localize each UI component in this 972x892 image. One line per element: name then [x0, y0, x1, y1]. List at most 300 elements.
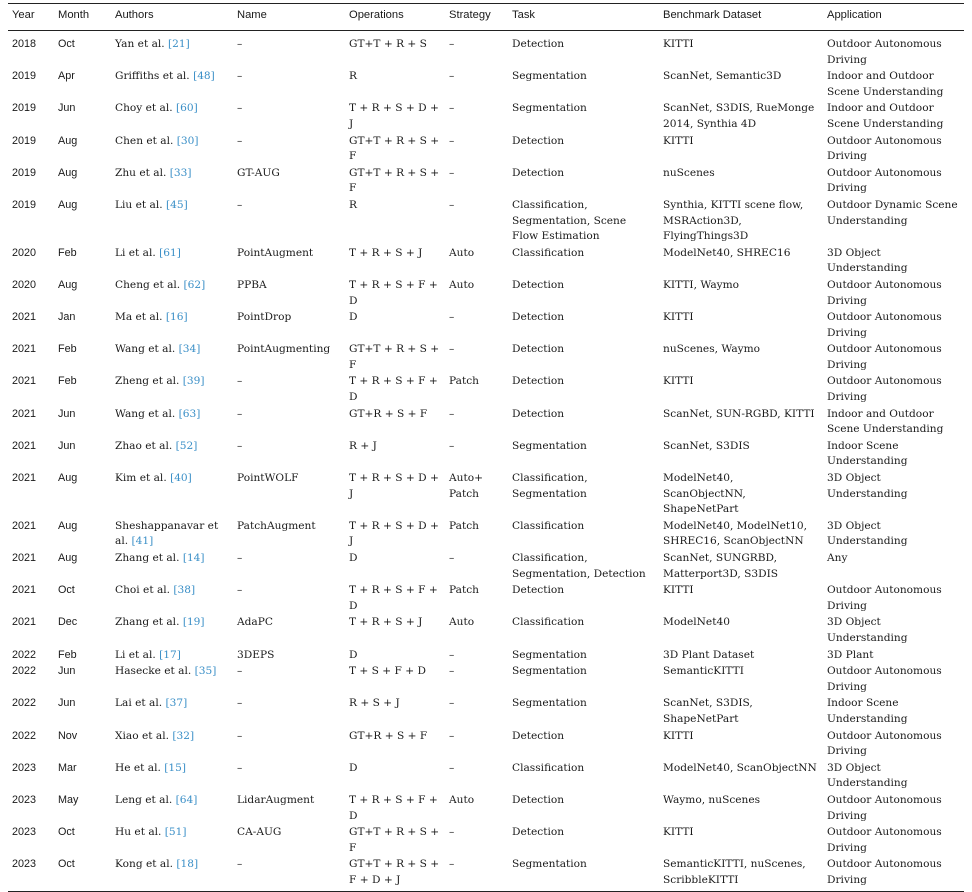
cell-strategy: Patch [449, 375, 479, 388]
header-strategy: Strategy [445, 4, 508, 31]
cell-strategy: – [449, 70, 455, 83]
author-text: Li et al. [115, 246, 156, 259]
cell-authors [111, 518, 233, 550]
citation-link[interactable]: [16] [165, 311, 188, 324]
cell-month: Jun [58, 665, 76, 678]
cell-name: – [237, 761, 243, 774]
table-row [8, 792, 964, 824]
table-row [8, 277, 964, 309]
cell-application: Indoor Scene Understanding [827, 439, 908, 468]
cell-benchmark: KITTI [663, 38, 694, 50]
table-row [8, 728, 964, 760]
cell-application: Outdoor Dynamic Scene Understanding [827, 198, 958, 227]
author-text: Choy et al. [115, 102, 173, 115]
cell-strategy: – [449, 697, 455, 710]
cell-year: 2020 [12, 246, 37, 259]
cell-benchmark: ScanNet, S3DIS, ShapeNetPart [663, 697, 753, 725]
cell-operations: GT+R + S + F [349, 407, 428, 420]
cell-month: Nov [58, 729, 78, 742]
author-text: Zhao et al. [115, 439, 173, 452]
cell-name: CA-AUG [237, 826, 282, 839]
cell-year: 2022 [12, 729, 37, 742]
cell-task: Classification [512, 519, 585, 532]
cell-task: Detection [512, 793, 565, 806]
cell-task: Classification, Segmentation, Scene Flow Estimation [512, 198, 627, 243]
cell-benchmark: KITTI [663, 311, 694, 324]
cell-month: May [58, 793, 79, 806]
cell-strategy: – [449, 343, 455, 356]
cell-name: – [237, 439, 243, 452]
cell-strategy: – [449, 134, 455, 147]
citation-link[interactable]: [30] [176, 134, 199, 147]
table-container [8, 3, 964, 892]
cell-operations: T + S + F + D [349, 665, 427, 678]
cell-authors [111, 341, 233, 373]
cell-task: Detection [512, 407, 565, 420]
table-row [8, 470, 964, 518]
cell-application: Outdoor Autonomous Driving [827, 584, 942, 612]
citation-link[interactable]: [38] [173, 584, 196, 597]
cell-authors [111, 647, 233, 664]
header-application: Application [823, 4, 964, 31]
cell-application: Indoor and Outdoor Scene Understanding [827, 407, 944, 436]
cell-authors [111, 760, 233, 792]
author-text: Ma et al. [115, 311, 163, 324]
citation-link[interactable]: [15] [164, 761, 186, 774]
table-row [8, 614, 964, 646]
cell-benchmark: nuScenes, Waymo [663, 343, 761, 356]
author-text: Zhang et al. [115, 552, 180, 564]
table-row [8, 197, 964, 245]
cell-application: 3D Object Understanding [827, 616, 908, 644]
author-text: Hu et al. [115, 826, 162, 839]
cell-authors [111, 792, 233, 824]
cell-strategy: – [449, 729, 455, 742]
cell-year: 2021 [12, 616, 37, 629]
cell-application: 3D Object Understanding [827, 472, 908, 500]
cell-benchmark: 3D Plant Dataset [663, 648, 755, 661]
author-text: Liu et al. [115, 198, 163, 211]
table-row [8, 760, 964, 792]
header-name: Name [233, 4, 345, 31]
cell-task: Segmentation [512, 648, 587, 661]
cell-authors [111, 614, 233, 646]
augmentation-methods-table [8, 3, 964, 892]
table-row [8, 245, 964, 277]
cell-month: Oct [58, 38, 75, 50]
cell-name: – [237, 584, 243, 597]
table-row [8, 663, 964, 695]
cell-application: Indoor Scene Understanding [827, 697, 908, 725]
cell-operations: D [349, 311, 358, 324]
cell-strategy: – [449, 198, 455, 211]
cell-month: Oct [58, 826, 75, 839]
cell-strategy: – [449, 552, 455, 564]
cell-name: – [237, 134, 243, 147]
cell-month: Aug [58, 198, 78, 211]
cell-task: Segmentation [512, 439, 587, 452]
author-text: Sheshappanavar et al. [115, 519, 219, 548]
cell-name: PatchAugment [237, 519, 316, 532]
cell-benchmark: ScanNet, SUNGRBD, Matterport3D, S3DIS [663, 552, 779, 580]
cell-month: Aug [58, 552, 78, 564]
cell-task: Segmentation [512, 697, 587, 710]
cell-application: Outdoor Autonomous Driving [827, 134, 942, 163]
cell-application: 3D Plant [827, 648, 874, 661]
cell-year: 2021 [12, 472, 37, 485]
cell-operations: R + J [349, 439, 377, 452]
cell-task: Segmentation [512, 70, 587, 83]
cell-task: Detection [512, 375, 565, 388]
cell-benchmark: ModelNet40 [663, 616, 730, 629]
author-text: Choi et al. [115, 584, 171, 597]
cell-task: Segmentation [512, 102, 587, 115]
cell-strategy: Auto+ Patch [449, 472, 483, 500]
cell-task: Detection [512, 278, 565, 291]
cell-benchmark: ScanNet, S3DIS, RueMonge 2014, Synthia 4D [663, 102, 815, 130]
cell-operations: T + R + S + D + J [349, 472, 439, 500]
cell-month: Aug [58, 166, 78, 179]
cell-name: PointDrop [237, 311, 292, 324]
citation-link[interactable]: [51] [164, 826, 187, 839]
citation-link[interactable]: [33] [169, 166, 192, 179]
header-operations: Operations [345, 4, 445, 31]
cell-year: 2023 [12, 761, 37, 774]
cell-task: Detection [512, 584, 565, 597]
cell-month: Aug [58, 134, 78, 147]
table-row [8, 68, 964, 100]
header-month: Month [54, 4, 111, 31]
cell-month: Aug [58, 472, 78, 485]
cell-benchmark: SemanticKITTI, nuScenes, ScribbleKITTI [659, 856, 823, 892]
cell-benchmark: KITTI [663, 826, 694, 839]
citation-link[interactable]: [62] [183, 278, 206, 291]
cell-strategy: – [449, 166, 455, 179]
author-text: Cheng et al. [115, 278, 181, 291]
cell-benchmark: ModelNet40, SHREC16 [663, 246, 791, 259]
citation-link[interactable]: [17] [159, 648, 181, 661]
cell-year: 2019 [12, 102, 37, 115]
citation-link[interactable]: [61] [159, 246, 181, 259]
citation-link[interactable]: [18] [176, 858, 199, 871]
cell-year: 2019 [12, 134, 37, 147]
cell-benchmark: KITTI [663, 729, 694, 742]
citation-link[interactable]: [21] [168, 38, 190, 50]
table-row [8, 100, 964, 132]
cell-authors [111, 550, 233, 582]
table-row [8, 550, 964, 582]
cell-operations: T + R + S + F + D [349, 793, 438, 822]
author-text: Leng et al. [115, 793, 173, 806]
cell-task: Classification [512, 246, 585, 259]
header-year: Year [8, 4, 54, 31]
cell-month: Oct [54, 856, 111, 892]
cell-name: – [233, 856, 345, 892]
cell-task: Classification [512, 616, 585, 629]
citation-link[interactable]: [37] [165, 697, 188, 710]
citation-link[interactable]: [63] [178, 407, 201, 420]
cell-authors [111, 406, 233, 438]
header-benchmark: Benchmark Dataset [659, 4, 823, 31]
cell-task: Classification, Segmentation [512, 472, 588, 500]
cell-task: Segmentation [512, 665, 587, 678]
table-row [8, 373, 964, 405]
cell-operations: GT+T + R + S + F [349, 166, 440, 195]
table-row [8, 165, 964, 197]
citation-link[interactable]: [32] [172, 729, 195, 742]
cell-operations: T + R + S + F + D [349, 584, 438, 612]
cell-operations: T + R + S + J [349, 616, 423, 629]
cell-name: – [237, 665, 243, 678]
cell-year: 2023 [12, 826, 37, 839]
author-text: Kim et al. [115, 472, 167, 485]
cell-year: 2022 [12, 648, 37, 661]
cell-operations: T + R + S + J [349, 246, 423, 259]
citation-link[interactable]: [35] [194, 665, 217, 678]
author-text: He et al. [115, 761, 161, 774]
cell-task: Detection [512, 134, 565, 147]
cell-application: Any [827, 552, 848, 564]
cell-benchmark: KITTI [663, 134, 694, 147]
citation-link[interactable]: [60] [176, 102, 198, 115]
cell-authors [111, 197, 233, 245]
cell-application: Outdoor Autonomous Driving [823, 856, 964, 892]
author-text: Zhang et al. [115, 616, 180, 629]
cell-task: Detection [512, 826, 565, 839]
cell-authors [111, 438, 233, 470]
cell-benchmark: SemanticKITTI [663, 665, 744, 678]
cell-year: 2023 [8, 856, 54, 892]
cell-name: AdaPC [237, 616, 273, 629]
cell-month: Jun [58, 102, 76, 115]
table-row [8, 438, 964, 470]
cell-month: Feb [58, 375, 77, 388]
cell-year: 2021 [12, 552, 37, 564]
cell-authors [111, 728, 233, 760]
cell-year: 2022 [12, 697, 37, 710]
cell-strategy: Auto [449, 793, 475, 806]
cell-name: – [237, 697, 243, 710]
cell-year: 2022 [12, 665, 37, 678]
cell-strategy: – [449, 826, 455, 839]
cell-authors [111, 133, 233, 165]
cell-benchmark: ScanNet, SUN-RGBD, KITTI [663, 407, 815, 420]
table-row [8, 518, 964, 550]
cell-year: 2021 [12, 519, 37, 532]
cell-month: Oct [58, 584, 75, 597]
cell-name: LidarAugment [237, 793, 315, 806]
author-text: Wang et al. [115, 343, 176, 356]
cell-name: – [237, 70, 243, 83]
table-row [8, 406, 964, 438]
cell-month: Feb [58, 246, 77, 259]
cell-year: 2019 [12, 166, 37, 179]
cell-name: – [237, 38, 243, 50]
cell-operations: R [349, 198, 357, 211]
cell-application: Outdoor Autonomous Driving [827, 343, 942, 371]
author-text: Kong et al. [115, 858, 173, 871]
cell-month: Jun [58, 697, 76, 710]
citation-link[interactable]: [39] [182, 375, 205, 388]
citation-link[interactable]: [64] [175, 793, 198, 806]
cell-month: Mar [58, 761, 77, 774]
cell-month: Feb [58, 648, 77, 661]
citation-link[interactable]: [40] [170, 472, 192, 485]
cell-name: – [237, 375, 243, 388]
cell-year: 2019 [12, 198, 37, 211]
cell-authors [111, 245, 233, 277]
cell-authors [111, 373, 233, 405]
cell-authors [111, 582, 233, 614]
cell-task: Detection [512, 166, 565, 179]
cell-strategy: – [449, 665, 455, 678]
table-row [8, 824, 964, 856]
cell-name: – [237, 102, 243, 115]
cell-application: Outdoor Autonomous Driving [827, 278, 942, 307]
cell-month: Aug [58, 519, 78, 532]
citation-link[interactable]: [19] [182, 616, 205, 629]
table-row [8, 695, 964, 727]
cell-month: Dec [58, 616, 78, 629]
cell-benchmark: KITTI [663, 584, 694, 597]
cell-year: 2021 [12, 311, 37, 324]
author-text: Wang et al. [115, 407, 176, 420]
cell-authors [111, 470, 233, 518]
cell-operations: GT+T + R + S [349, 38, 427, 50]
citation-link[interactable]: [41] [131, 535, 154, 548]
cell-application: Outdoor Autonomous Driving [827, 38, 942, 66]
cell-strategy: – [449, 439, 455, 452]
cell-name: – [237, 407, 243, 420]
citation-link[interactable]: [34] [178, 343, 201, 356]
cell-name: PointWOLF [237, 472, 299, 485]
cell-operations: R + S + J [349, 697, 400, 710]
cell-strategy: Patch [449, 519, 479, 532]
cell-operations: D [349, 761, 358, 774]
cell-authors [111, 824, 233, 856]
cell-operations: GT+T + R + S + F [349, 134, 440, 163]
cell-benchmark: KITTI, Waymo [663, 278, 740, 291]
table-row [8, 31, 964, 69]
cell-name: PPBA [237, 278, 267, 291]
cell-benchmark: ModelNet40, ScanObjectNN [663, 761, 817, 774]
cell-benchmark: Synthia, KITTI scene flow, MSRAction3D, FlyingThings3D [663, 198, 804, 243]
cell-year: 2021 [12, 407, 37, 420]
cell-benchmark: nuScenes [663, 166, 715, 179]
citation-link[interactable]: [14] [182, 552, 205, 564]
table-body [8, 31, 964, 892]
cell-year: 2021 [12, 343, 37, 356]
citation-link[interactable]: [45] [165, 198, 188, 211]
cell-month: Aug [58, 278, 78, 291]
cell-strategy: Auto [449, 278, 475, 291]
cell-task: Detection [512, 343, 565, 356]
cell-operations: T + R + S + D + J [349, 519, 439, 548]
cell-benchmark: ScanNet, Semantic3D [663, 70, 782, 83]
header-task: Task [508, 4, 659, 31]
cell-name: 3DEPS [237, 648, 275, 661]
cell-task: Detection [512, 311, 565, 324]
cell-authors [111, 856, 233, 892]
citation-link[interactable]: [48] [193, 70, 215, 83]
author-text: Zheng et al. [115, 375, 180, 388]
cell-year: 2021 [12, 375, 37, 388]
cell-authors [111, 31, 233, 69]
cell-operations: GT+T + R + S + F [349, 826, 440, 854]
cell-application: Indoor and Outdoor Scene Understanding [827, 102, 944, 130]
citation-link[interactable]: [52] [175, 439, 198, 452]
cell-name: PointAugmenting [237, 343, 331, 356]
cell-year: 2019 [12, 70, 37, 83]
author-text: Zhu et al. [115, 166, 167, 179]
cell-task: Classification, Segmentation, Detection [512, 552, 646, 580]
cell-task: Classification [512, 761, 585, 774]
table-row [8, 341, 964, 373]
cell-operations: D [349, 648, 358, 661]
cell-strategy: Auto [449, 246, 475, 259]
cell-strategy: – [449, 311, 455, 324]
cell-authors [111, 663, 233, 695]
cell-authors [111, 100, 233, 132]
cell-operations: R [349, 70, 357, 83]
cell-strategy: Patch [449, 584, 479, 597]
cell-strategy: – [449, 38, 455, 50]
cell-month: Jun [58, 439, 76, 452]
cell-application: Outdoor Autonomous Driving [827, 665, 942, 693]
cell-month: Feb [58, 343, 77, 356]
table-header [8, 4, 964, 31]
cell-application: 3D Object Understanding [827, 519, 908, 548]
cell-strategy: – [445, 856, 508, 892]
cell-year: 2018 [12, 38, 37, 50]
cell-application: Outdoor Autonomous Driving [827, 311, 942, 339]
author-text: Xiao et al. [115, 729, 169, 742]
cell-application: Outdoor Autonomous Driving [827, 729, 942, 758]
author-text: Chen et al. [115, 134, 174, 147]
table-row [8, 133, 964, 165]
cell-benchmark: ScanNet, S3DIS [663, 439, 750, 452]
author-text: Hasecke et al. [115, 665, 192, 678]
cell-operations: T + R + S + D + J [349, 102, 439, 130]
cell-strategy: – [449, 102, 455, 115]
author-text: Li et al. [115, 648, 156, 661]
table-row [8, 647, 964, 664]
author-text: Lai et al. [115, 697, 163, 710]
cell-task: Segmentation [508, 856, 659, 892]
cell-month: Jan [58, 311, 76, 324]
cell-authors [111, 277, 233, 309]
cell-operations: D [349, 552, 358, 564]
cell-year: 2023 [12, 793, 37, 806]
table-row [8, 582, 964, 614]
cell-operations: T + R + S + F + D [349, 278, 438, 307]
cell-strategy: – [449, 648, 455, 661]
cell-strategy: – [449, 761, 455, 774]
cell-operations: GT+T + R + S + F + D + J [345, 856, 445, 892]
cell-operations: GT+T + R + S + F [349, 343, 440, 371]
cell-year: 2021 [12, 439, 37, 452]
cell-benchmark: ModelNet40, ScanObjectNN, ShapeNetPart [663, 472, 746, 516]
cell-name: GT-AUG [237, 166, 280, 179]
table-row [8, 856, 964, 892]
cell-application: Indoor and Outdoor Scene Understanding [827, 70, 944, 98]
cell-task: Detection [512, 729, 565, 742]
header-authors: Authors [111, 4, 233, 31]
cell-authors [111, 695, 233, 727]
table-row [8, 309, 964, 341]
cell-application: Outdoor Autonomous Driving [827, 826, 942, 854]
cell-strategy: Auto [449, 616, 475, 629]
